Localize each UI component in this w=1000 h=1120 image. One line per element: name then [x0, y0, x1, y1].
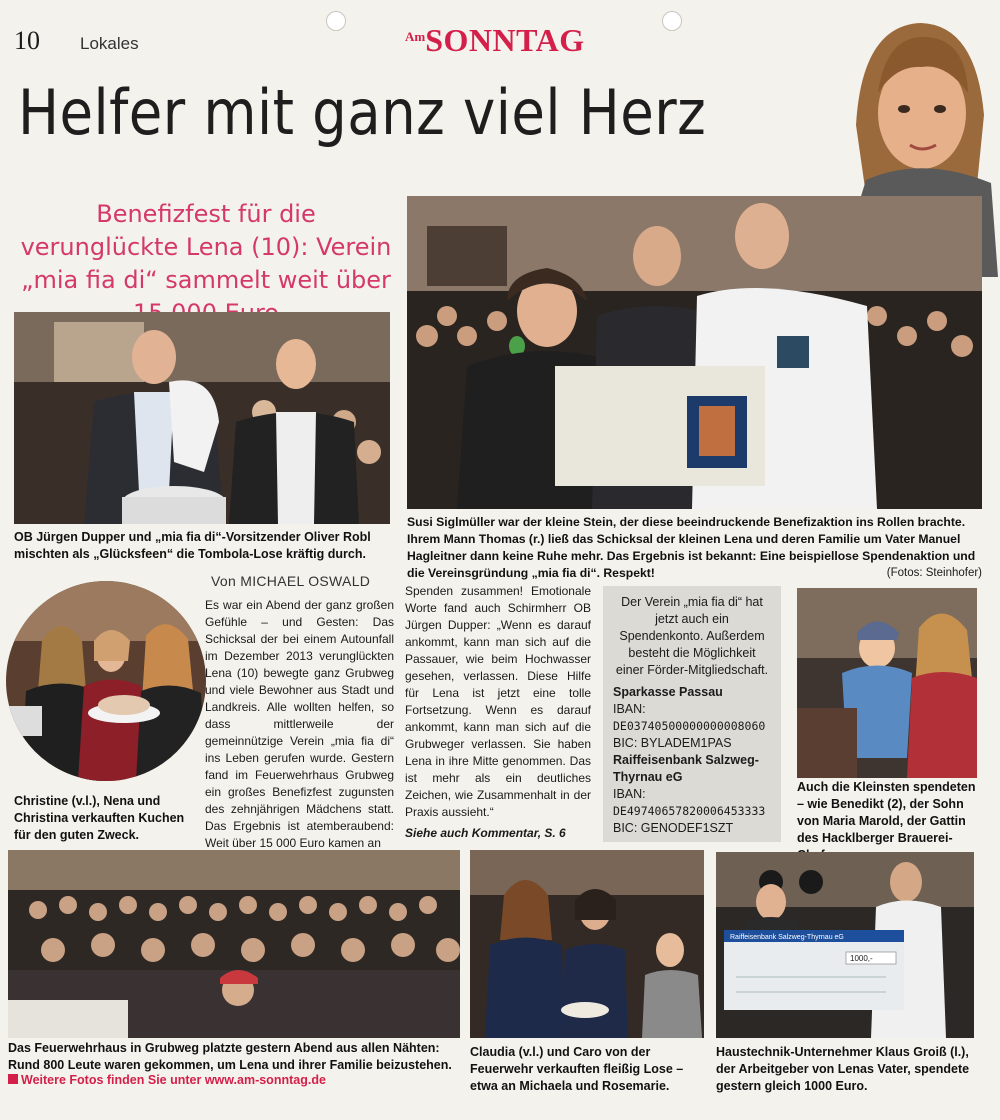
donation-infobox — [603, 586, 781, 842]
main-caption: Susi Siglmüller war der kleine Stein, der diese beeindruckende Benefizaktion ins Rollen brachte. Ihrem Mann Thomas (r.) ließ das Schicksal der kleinen Lena und deren Familie um Vater Manuel Hagleitner dann keine Ruhe mehr. Das Ergebnis ist bekannt: Eine beispiellose Spendenaktion und die Vereinsgründung „mia fia di“. Respekt! — [407, 515, 976, 580]
cake-photo — [6, 581, 206, 781]
web-icon — [8, 1074, 18, 1084]
check-bank-text: Raiffeisenbank Salzweg-Thyrnau eG — [730, 934, 844, 941]
more-photos-line — [8, 1073, 326, 1087]
masthead-name: SONNTAG — [425, 22, 585, 58]
toddler-photo — [797, 588, 977, 778]
punch-hole — [662, 11, 682, 31]
more-photos-link[interactable]: www.am-sonntag.de — [204, 1073, 326, 1087]
bank2-name: Raiffeisenbank Salzweg-Thyrnau eG — [613, 753, 759, 784]
bank1-name: Sparkasse Passau — [613, 685, 723, 699]
headline: Helfer mit ganz viel Herz — [18, 76, 707, 149]
bank2-bic: BIC: GENODEF1SZT — [613, 821, 734, 835]
byline: Von MICHAEL OSWALD — [211, 573, 371, 589]
crowd-caption: Das Feuerwehrhaus in Grubweg platzte gestern Abend aus allen Nähten: Rund 800 Leute waren gekommen, um Lena und ihrer Familie beizustehen. — [8, 1041, 452, 1072]
tombola-photo — [14, 312, 390, 524]
more-photos-prefix: Weitere Fotos finden Sie unter — [21, 1073, 205, 1087]
infobox-intro: Der Verein „mia fia di“ hat jetzt auch ein Spendenkonto. Außerdem besteht die Möglichkeit einer Förder-Mitgliedschaft. — [615, 595, 769, 677]
cake-caption: Christine (v.l.), Nena und Christina verkauften Kuchen für den guten Zweck. — [14, 794, 185, 842]
masthead-prefix: Am — [405, 29, 426, 44]
masthead-logo — [405, 22, 585, 59]
body-column-2: Spenden zusammen! Emotionale Worte fand auch Schirmherr OB Jürgen Dupper: „Wenn es darauf ankommt, kann man sich auf die Passauer, wie beim Hochwasser gesehen, verlassen. Diese Hilfe für Lena ist jetzt eine tolle Fortsetzung. Wenn es darauf ankommt, kann man sich auf die Grubweger verlassen. Sie haben Lena in ihre Mitte genommen. Das ist mehr als ein deutliches Zeichen, wie Zusammenhalt in der Praxis aussieht.“ — [405, 584, 591, 819]
check-caption: Haustechnik-Unternehmer Klaus Groiß (l.), der Arbeitgeber von Lenas Vater, spendete gestern gleich 1000 Euro. — [716, 1045, 970, 1093]
tombola-caption: OB Jürgen Dupper und „mia fia di“-Vorsitzender Oliver Robl mischten als „Glücksfeen“ die Tombola-Lose kräftig durch. — [14, 530, 371, 561]
bank1-bic: BIC: BYLADEM1PAS — [613, 736, 732, 750]
page-number: 10 — [14, 26, 40, 55]
bank2-iban-label: IBAN: — [613, 787, 646, 801]
check-photo — [716, 852, 974, 1038]
check-amount-text: 1000,- — [850, 954, 873, 963]
main-photo — [407, 196, 982, 509]
photo-credit: (Fotos: Steinhofer) — [886, 567, 982, 579]
section-label: Lokales — [80, 34, 139, 53]
punch-hole — [326, 11, 346, 31]
bank1-iban-label: IBAN: — [613, 702, 646, 716]
bank2-iban: DE49740657820006453333 — [613, 804, 766, 818]
raffle-caption: Claudia (v.l.) und Caro von der Feuerwehr verkauften fleißig Lose – etwa an Michaela und Rosemarie. — [470, 1045, 684, 1093]
see-also-link[interactable]: Siehe auch Kommentar, S. 6 — [405, 826, 566, 840]
raffle-photo — [470, 850, 704, 1038]
subhead: Benefizfest für die verunglückte Lena (10): Verein „mia fia di“ sammelt weit über — [20, 200, 392, 294]
crowd-photo — [8, 850, 460, 1038]
body-column-1: Es war ein Abend der ganz großen Gefühle – und Gesten: Das Schicksal der bei einem Autounfall im Dezember 2013 verunglückten Lena (10) bewegte ganz Grubweg und viele Bewohner aus Stadt und Landkreis. Alle wollten helfen, so dass mittlerweile der gemeinnützige Verein „mia fia di“ ins Leben gerufen wurde. Gestern fand im Feuerwehrhaus Grubweg ein großes Benefizfest zugunsten des zehnjährigen Mädchens statt. Das Ergebnis ist atemberaubend: Weit über 15 000 Euro kamen an — [205, 598, 394, 850]
toddler-caption: Auch die Kleinsten spendeten – wie Benedikt (2), der Sohn von Maria Marold, der Gattin des Hacklberger Brauerei- — [797, 780, 976, 845]
bank1-iban: DE03740500000000008060 — [613, 719, 766, 733]
